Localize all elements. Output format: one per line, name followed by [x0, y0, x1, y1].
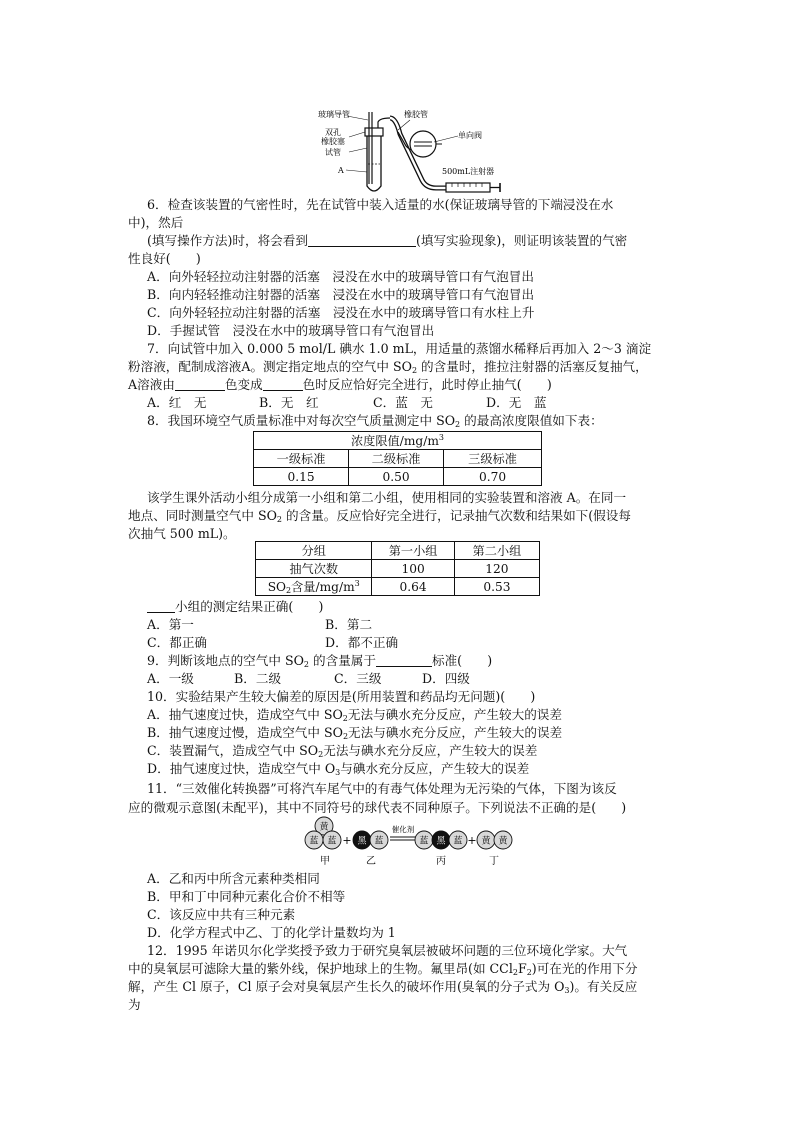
- label-stopper-1: 双孔: [325, 128, 341, 137]
- table1-val-3: 0.70: [444, 468, 542, 486]
- atom-blue-icon: 蓝: [453, 836, 463, 847]
- table1-col-1: 一级标准: [254, 450, 349, 468]
- table2-header-group: 分组: [256, 542, 372, 560]
- q8-question-text: 小组的测定结果正确( ): [175, 599, 324, 614]
- q7-line3-c: 色时反应恰好完全进行，此时停止抽气( ): [302, 377, 552, 392]
- table1-header: 浓度限值$/mg/m^3$: [254, 432, 542, 450]
- label-bing: 丙: [436, 856, 446, 867]
- atom-blue-icon: 蓝: [419, 836, 429, 847]
- q12-line3-b: )。有关反应: [569, 979, 638, 994]
- molecule-yi: [353, 831, 388, 849]
- q6-line1: 6．检查该装置的气密性时，先在试管中装入适量的水(保证玻璃导管的下端浸没在水: [147, 197, 614, 212]
- table2-row2-second: 0.53: [454, 578, 539, 596]
- q12-line3-sub: 3: [564, 986, 570, 995]
- molecule-ding: [477, 831, 512, 849]
- q12-line2: [128, 960, 637, 978]
- table1-val-1: 0.15: [254, 468, 349, 486]
- table2-row1-label: 抽气次数: [256, 560, 372, 578]
- label-a: A: [338, 166, 344, 175]
- q7-line2-a: 粉溶液，配制成溶液A。测定指定地点的空气中 SO: [128, 359, 412, 374]
- q6-line4: 性良好( ): [128, 251, 201, 266]
- q8-para-line3: 次抽气 500 mL)。: [128, 526, 236, 541]
- q8-option-c[interactable]: C．都正确: [147, 635, 208, 650]
- q11-option-a[interactable]: A．乙和丙中所含元素种类相同: [147, 871, 320, 886]
- atom-blue-icon: 蓝: [374, 836, 384, 847]
- plus-sign: +: [467, 834, 477, 847]
- q8-line1-sub: 2: [455, 420, 461, 429]
- table1-col-2: 二级标准: [349, 450, 444, 468]
- q12-line3: [128, 978, 637, 996]
- label-ding: 丁: [489, 856, 499, 867]
- q12-line1: 12．1995 年诺贝尔化学奖授予致力于研究臭氧层被破坏问题的三位环境化学家。大气: [147, 943, 628, 958]
- q6-line2: 中)，然后: [128, 215, 184, 230]
- q6-line3-a: (填写操作方法)时，将会看到: [147, 233, 308, 248]
- q12-line2-a: 中的臭氧层可滤除大量的紫外线，保护地球上的生物。氟里昂(如 CCl: [128, 961, 513, 976]
- q8-option-d[interactable]: D．都不正确: [325, 635, 399, 650]
- atom-black-icon: 黑: [436, 836, 446, 847]
- atom-blue-icon: 蓝: [309, 836, 319, 847]
- table2-header-second: 第二小组: [454, 542, 539, 560]
- q7-option-a[interactable]: A．红 无: [147, 395, 207, 410]
- apparatus-diagram: [318, 104, 506, 198]
- q7-line2: [128, 358, 648, 376]
- q8-line1: [147, 412, 603, 430]
- q10-option-c[interactable]: C．装置漏气，造成空气中 $SO_2$无法与碘水充分反应，产生较大的误差: [147, 743, 538, 759]
- q11-option-b[interactable]: B．甲和丁中同种元素化合价不相等: [147, 889, 346, 904]
- q9-option-a[interactable]: A．一级: [147, 671, 194, 686]
- reaction-diagram: [300, 814, 518, 868]
- q8-blank-group[interactable]: [147, 599, 175, 613]
- q9-line-c: 标准( ): [431, 653, 493, 668]
- label-rubber-tube: 橡胶管: [404, 110, 428, 119]
- q9-option-c[interactable]: C．三级: [334, 671, 382, 686]
- molecule-bing: [415, 831, 467, 849]
- q11-option-c[interactable]: C．该反应中共有三种元素: [147, 907, 296, 922]
- label-yi: 乙: [366, 856, 376, 867]
- atom-yellow-icon: 黄: [481, 836, 491, 847]
- q7-line2-sub: 2: [411, 366, 418, 375]
- q9-option-b[interactable]: B．二级: [234, 671, 282, 686]
- q8-option-a[interactable]: A．第一: [147, 617, 194, 632]
- q9-blank-standard[interactable]: [376, 653, 432, 667]
- q7-line3-a: A溶液由: [128, 377, 175, 392]
- q8-para-line2-sub: 2: [276, 515, 282, 524]
- atom-blue-icon: 蓝: [327, 836, 337, 847]
- label-syringe: 500mL注射器: [442, 167, 495, 176]
- concentration-limit-table: [253, 431, 542, 486]
- label-jia: 甲: [320, 856, 330, 867]
- atom-yellow-icon: 黄: [498, 836, 508, 847]
- q6-option-a[interactable]: A．向外轻轻拉动注射器的活塞 浸没在水中的玻璃导管口有气泡冒出: [147, 269, 534, 284]
- q12-line2-sub2: 2: [526, 968, 532, 977]
- label-check-valve: 单向阀: [458, 131, 482, 140]
- atom-yellow-icon: 黄: [319, 822, 329, 833]
- molecule-jia: [305, 817, 341, 849]
- q12-line2-sub1: 2: [512, 968, 518, 977]
- q10-option-d[interactable]: D．抽气速度过快，造成空气中 $O_3$与碘水充分反应，产生较大的误差: [147, 761, 530, 777]
- q6-option-c[interactable]: C．向外轻轻拉动注射器的活塞 浸没在水中的玻璃导管口有水柱上升: [147, 305, 535, 320]
- table2-row1-second: 120: [454, 560, 539, 578]
- q10-option-b[interactable]: B．抽气速度过慢，造成空气中 $SO_2$无法与碘水充分反应，产生较大的误差: [147, 725, 563, 741]
- q6-option-b[interactable]: B．向内轻轻推动注射器的活塞 浸没在水中的玻璃导管口有气泡冒出: [147, 287, 535, 302]
- q9-line-sub: 2: [303, 660, 309, 669]
- q12-line2-c: )可在光的作用下分: [531, 961, 638, 976]
- q12-line2-b: F: [517, 961, 527, 976]
- atom-black-icon: 黑: [357, 836, 367, 847]
- q9-line: [147, 652, 492, 670]
- plus-sign: +: [342, 834, 352, 847]
- q9-line-a: 9．判断该地点的空气中 SO: [147, 653, 304, 668]
- table2-header-first: 第一小组: [372, 542, 454, 560]
- q10-line1: 10．实验结果产生较大偏差的原因是(所用装置和药品均无问题)( ): [147, 689, 536, 704]
- q6-line3-b: (填写实验现象)，则证明该装置的气密: [415, 233, 628, 248]
- table1-col-3: 三级标准: [444, 450, 542, 468]
- q7-option-c[interactable]: C．蓝 无: [373, 395, 434, 410]
- q11-option-d[interactable]: D．化学方程式中乙、丁的化学计量数均为 1: [147, 925, 396, 940]
- label-stopper-2: 橡胶塞: [321, 137, 345, 146]
- q7-line3-b: 色变成: [224, 377, 263, 392]
- table2-row2-first: 0.64: [372, 578, 454, 596]
- q7-blank-color-1[interactable]: [175, 377, 225, 391]
- q9-line-b: 的含量属于: [309, 653, 376, 668]
- catalyst-label: 催化剂: [391, 825, 415, 834]
- q7-line2-b: 的含量时，推拉注射器的活塞反复抽气，: [417, 359, 648, 374]
- q6-blank-phenomenon[interactable]: [308, 233, 416, 247]
- table2-row2-label: $SO_2$含量$/mg/m^3$: [256, 578, 372, 596]
- q8-line1-a: 8．我国环境空气质量标准中对每次空气质量测定中 SO: [147, 413, 456, 428]
- sampling-results-table: [255, 541, 540, 596]
- q8-para-line1: 该学生课外活动小组分成第一小组和第二小组，使用相同的实验装置和溶液 A。在同一: [147, 490, 627, 505]
- q7-line1: 7．向试管中加入 0.000 5 mol/L 碘水 1.0 mL，用适量的蒸馏水稀释后再加入 2～3 滴淀: [147, 341, 652, 356]
- q8-line1-b: 的最高浓度限值如下表：: [460, 413, 603, 428]
- q10-option-a[interactable]: A．抽气速度过快，造成空气中 $SO_2$无法与碘水充分反应，产生较大的误差: [147, 707, 562, 723]
- q9-option-d[interactable]: D．四级: [422, 671, 470, 686]
- q12-line4: 为: [128, 997, 141, 1012]
- q8-para-line2-b: 的含量。反应恰好完全进行，记录抽气次数和结果如下(假设每: [282, 508, 631, 523]
- q8-para-line2: [128, 507, 631, 525]
- label-glass-tube: 玻璃导管: [318, 110, 350, 119]
- q11-line1: 11．“三效催化转换器”可将汽车尾气中的有毒气体处理为无污染的气体，下图为该反: [147, 781, 617, 796]
- q8-para-line2-a: 地点、同时测量空气中 SO: [128, 508, 277, 523]
- table1-val-2: 0.50: [349, 468, 444, 486]
- table2-row1-first: 100: [372, 560, 454, 578]
- q11-line2: 应的微观示意图(未配平)，其中不同符号的球代表不同种原子。下列说法不正确的是( ): [128, 800, 627, 815]
- q7-blank-color-2[interactable]: [263, 377, 303, 391]
- q8-question: [147, 598, 323, 616]
- q6-option-d[interactable]: D．手握试管 浸没在水中的玻璃导管口有气泡冒出: [147, 323, 435, 338]
- q7-line3: [128, 376, 552, 394]
- q12-line3-a: 解，产生 Cl 原子，Cl 原子会对臭氧层产生长久的破坏作用(臭氧的分子式为 O: [128, 979, 565, 994]
- q7-option-b[interactable]: B．无 红: [259, 395, 319, 410]
- label-test-tube: 试管: [325, 148, 341, 157]
- q8-option-b[interactable]: B．第二: [325, 617, 373, 632]
- q6-line3: [147, 232, 627, 250]
- q7-option-d[interactable]: D．无 蓝: [486, 395, 547, 410]
